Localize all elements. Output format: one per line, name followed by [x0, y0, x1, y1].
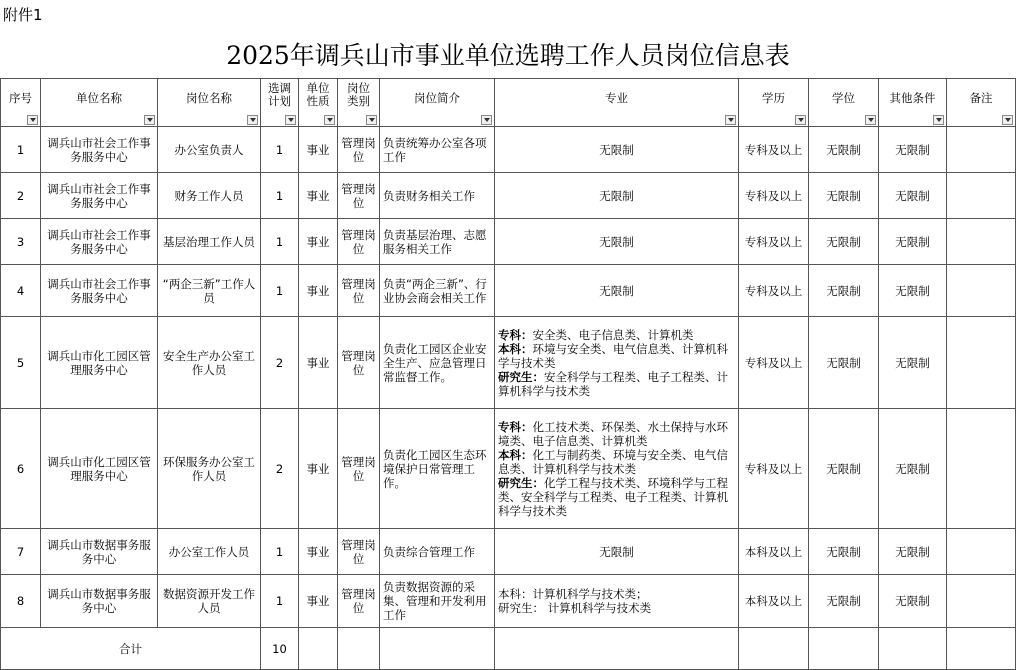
cell-edu[interactable]: 专科及以上	[739, 173, 809, 219]
major-text: 本科：计算机科学与技术类；	[498, 587, 648, 601]
cell-intro[interactable]: 负责财务相关工作	[380, 173, 495, 219]
major-line	[498, 587, 735, 601]
header-unit: 单位名称	[41, 79, 158, 127]
header-row	[1, 79, 1016, 127]
cell-major[interactable]	[495, 575, 739, 628]
header-nature: 单位 性质	[299, 79, 338, 127]
major-text: 研究生： 计算机科学与技术类	[498, 601, 652, 615]
table-row	[1, 265, 1016, 317]
cell-other[interactable]: 无限制	[879, 409, 947, 529]
cell-other[interactable]: 无限制	[879, 173, 947, 219]
cell-note[interactable]	[947, 575, 1016, 628]
cell-unit[interactable]: 调兵山市社会工作事务服务中心	[41, 127, 158, 173]
cell-post[interactable]: 办公室工作人员	[158, 529, 261, 575]
cell-major[interactable]: 无限制	[495, 219, 739, 265]
cell-seq[interactable]: 6	[1, 409, 41, 529]
cell-note[interactable]	[947, 409, 1016, 529]
empty-cell[interactable]	[380, 628, 495, 670]
cell-seq[interactable]: 7	[1, 529, 41, 575]
cell-nature[interactable]: 事业	[299, 529, 338, 575]
cell-note[interactable]	[947, 173, 1016, 219]
cell-other[interactable]: 无限制	[879, 529, 947, 575]
cell-degree[interactable]: 无限制	[809, 575, 879, 628]
total-label: 合计	[1, 628, 261, 670]
major-text: 化工与制药类、环境与安全类、电气信息类、计算机科学与技术类	[498, 447, 728, 476]
cell-intro[interactable]: 负责综合管理工作	[380, 529, 495, 575]
cell-nature[interactable]: 事业	[299, 265, 338, 317]
cell-note[interactable]	[947, 219, 1016, 265]
cell-degree[interactable]: 无限制	[809, 265, 879, 317]
major-text: 环境与安全类、电气信息类、计算机科学与技术类	[498, 341, 728, 370]
cell-major[interactable]: 无限制	[495, 529, 739, 575]
cell-type[interactable]: 管理岗位	[338, 317, 380, 409]
table-row	[1, 317, 1016, 409]
major-level-label: 本科：	[498, 341, 533, 356]
table-row	[1, 575, 1016, 628]
cell-degree[interactable]: 无限制	[809, 317, 879, 409]
cell-type[interactable]: 管理岗位	[338, 575, 380, 628]
cell-unit[interactable]: 调兵山市化工园区管理服务中心	[41, 409, 158, 529]
header-edu: 学历	[739, 79, 809, 127]
filter-dropdown-icon[interactable]	[1002, 115, 1013, 125]
table-row	[1, 529, 1016, 575]
header-count: 选调 计划	[261, 79, 299, 127]
filter-dropdown-icon[interactable]	[285, 115, 296, 125]
cell-post[interactable]: 基层治理工作人员	[158, 219, 261, 265]
cell-other[interactable]: 无限制	[879, 265, 947, 317]
major-text: 安全类、电子信息类、计算机类	[532, 327, 694, 342]
filter-dropdown-icon[interactable]	[324, 115, 335, 125]
cell-seq[interactable]: 5	[1, 317, 41, 409]
cell-count[interactable]: 1	[261, 127, 299, 173]
cell-note[interactable]	[947, 529, 1016, 575]
total-row	[1, 628, 1016, 670]
header-degree: 学位	[809, 79, 879, 127]
major-line	[498, 448, 735, 476]
major-text: 化学工程与技术类、环境科学与工程类、安全科学与工程类、电子工程类、计算机科学与技术类	[498, 475, 728, 518]
header-other: 其他条件	[879, 79, 947, 127]
cell-edu[interactable]: 专科及以上	[739, 127, 809, 173]
cell-seq[interactable]: 4	[1, 265, 41, 317]
cell-edu[interactable]: 本科及以上	[739, 529, 809, 575]
cell-other[interactable]: 无限制	[879, 127, 947, 173]
cell-intro[interactable]: 负责基层治理、志愿服务相关工作	[380, 219, 495, 265]
cell-degree[interactable]: 无限制	[809, 127, 879, 173]
filter-dropdown-icon[interactable]	[933, 115, 944, 125]
cell-note[interactable]	[947, 127, 1016, 173]
cell-edu[interactable]: 本科及以上	[739, 575, 809, 628]
major-level-label: 专科：	[498, 327, 533, 342]
annex-label: 附件1	[3, 6, 43, 24]
cell-nature[interactable]: 事业	[299, 127, 338, 173]
header-type: 岗位 类别	[338, 79, 380, 127]
cell-type[interactable]: 管理岗位	[338, 529, 380, 575]
empty-cell[interactable]	[338, 628, 380, 670]
cell-post[interactable]: 办公室负责人	[158, 127, 261, 173]
major-level-label: 本科：	[498, 447, 533, 462]
cell-unit[interactable]: 调兵山市社会工作事务服务中心	[41, 219, 158, 265]
cell-note[interactable]	[947, 265, 1016, 317]
cell-unit[interactable]: 调兵山市社会工作事务服务中心	[41, 265, 158, 317]
empty-cell[interactable]	[739, 628, 809, 670]
major-line	[498, 476, 735, 518]
filter-dropdown-icon[interactable]	[795, 115, 806, 125]
empty-cell[interactable]	[809, 628, 879, 670]
cell-unit[interactable]: 调兵山市数据事务服务中心	[41, 529, 158, 575]
filter-dropdown-icon[interactable]	[725, 115, 736, 125]
cell-other[interactable]: 无限制	[879, 575, 947, 628]
cell-degree[interactable]: 无限制	[809, 409, 879, 529]
cell-type[interactable]: 管理岗位	[338, 409, 380, 529]
cell-other[interactable]: 无限制	[879, 317, 947, 409]
header-post: 岗位名称	[158, 79, 261, 127]
cell-type[interactable]: 管理岗位	[338, 173, 380, 219]
total-count[interactable]: 10	[261, 628, 299, 670]
cell-edu[interactable]: 专科及以上	[739, 265, 809, 317]
cell-major[interactable]: 无限制	[495, 127, 739, 173]
filter-dropdown-icon[interactable]	[481, 115, 492, 125]
cell-seq[interactable]: 2	[1, 173, 41, 219]
filter-dropdown-icon[interactable]	[27, 115, 38, 125]
cell-seq[interactable]: 8	[1, 575, 41, 628]
cell-nature[interactable]: 事业	[299, 575, 338, 628]
cell-major[interactable]	[495, 409, 739, 529]
cell-degree[interactable]: 无限制	[809, 173, 879, 219]
filter-dropdown-icon[interactable]	[366, 115, 377, 125]
cell-unit[interactable]: 调兵山市数据事务服务中心	[41, 575, 158, 628]
major-line	[498, 328, 735, 342]
major-line	[498, 601, 735, 615]
cell-count[interactable]: 1	[261, 219, 299, 265]
cell-intro[interactable]: 负责统筹办公室各项工作	[380, 127, 495, 173]
cell-unit[interactable]: 调兵山市化工园区管理服务中心	[41, 317, 158, 409]
cell-type[interactable]: 管理岗位	[338, 127, 380, 173]
table-row	[1, 409, 1016, 529]
table-row	[1, 127, 1016, 173]
major-text: 化工技术类、环保类、水土保持与水环境类、电子信息类、计算机类	[498, 419, 728, 448]
cell-other[interactable]: 无限制	[879, 219, 947, 265]
major-line	[498, 342, 735, 370]
cell-count[interactable]: 1	[261, 529, 299, 575]
cell-type[interactable]: 管理岗位	[338, 265, 380, 317]
cell-count[interactable]: 2	[261, 317, 299, 409]
header-intro: 岗位简介	[380, 79, 495, 127]
cell-post[interactable]: 财务工作人员	[158, 173, 261, 219]
major-line	[498, 420, 735, 448]
cell-edu[interactable]: 专科及以上	[739, 317, 809, 409]
cell-major[interactable]: 无限制	[495, 265, 739, 317]
filter-dropdown-icon[interactable]	[144, 115, 155, 125]
cell-edu[interactable]: 专科及以上	[739, 409, 809, 529]
cell-post[interactable]: 安全生产办公室工作人员	[158, 317, 261, 409]
major-text: 安全科学与工程类、电子工程类、计算机科学与技术类	[498, 369, 728, 398]
cell-post[interactable]: 环保服务办公室工作人员	[158, 409, 261, 529]
cell-seq[interactable]: 3	[1, 219, 41, 265]
cell-type[interactable]: 管理岗位	[338, 219, 380, 265]
cell-major[interactable]	[495, 317, 739, 409]
filter-dropdown-icon[interactable]	[865, 115, 876, 125]
cell-post[interactable]: 数据资源开发工作人员	[158, 575, 261, 628]
cell-note[interactable]	[947, 317, 1016, 409]
empty-cell[interactable]	[947, 628, 1016, 670]
cell-post[interactable]: “两企三新”工作人员	[158, 265, 261, 317]
table-row	[1, 173, 1016, 219]
cell-degree[interactable]: 无限制	[809, 529, 879, 575]
header-major: 专业	[495, 79, 739, 127]
cell-count[interactable]: 1	[261, 575, 299, 628]
cell-intro[interactable]: 负责化工园区生态环境保护日常管理工作。	[380, 409, 495, 529]
empty-cell[interactable]	[879, 628, 947, 670]
empty-cell[interactable]	[495, 628, 739, 670]
position-table	[0, 78, 1016, 670]
major-level-label: 研究生：	[498, 369, 544, 384]
empty-cell[interactable]	[299, 628, 338, 670]
filter-dropdown-icon[interactable]	[247, 115, 258, 125]
header-seq: 序号	[1, 79, 41, 127]
cell-degree[interactable]: 无限制	[809, 219, 879, 265]
major-level-label: 研究生：	[498, 475, 544, 490]
cell-seq[interactable]: 1	[1, 127, 41, 173]
cell-nature[interactable]: 事业	[299, 317, 338, 409]
cell-nature[interactable]: 事业	[299, 173, 338, 219]
cell-nature[interactable]: 事业	[299, 409, 338, 529]
cell-intro[interactable]: 负责“两企三新”、行业协会商会相关工作	[380, 265, 495, 317]
cell-unit[interactable]: 调兵山市社会工作事务服务中心	[41, 173, 158, 219]
cell-intro[interactable]: 负责化工园区企业安全生产、应急管理日常监督工作。	[380, 317, 495, 409]
cell-count[interactable]: 1	[261, 265, 299, 317]
table-row	[1, 219, 1016, 265]
major-line	[498, 370, 735, 398]
page-title: 2025年调兵山市事业单位选聘工作人员岗位信息表	[226, 41, 790, 70]
cell-count[interactable]: 2	[261, 409, 299, 529]
cell-count[interactable]: 1	[261, 173, 299, 219]
cell-nature[interactable]: 事业	[299, 219, 338, 265]
cell-edu[interactable]: 专科及以上	[739, 219, 809, 265]
cell-major[interactable]: 无限制	[495, 173, 739, 219]
major-level-label: 专科：	[498, 419, 533, 434]
cell-intro[interactable]: 负责数据资源的采集、管理和开发利用工作	[380, 575, 495, 628]
header-note: 备注	[947, 79, 1016, 127]
